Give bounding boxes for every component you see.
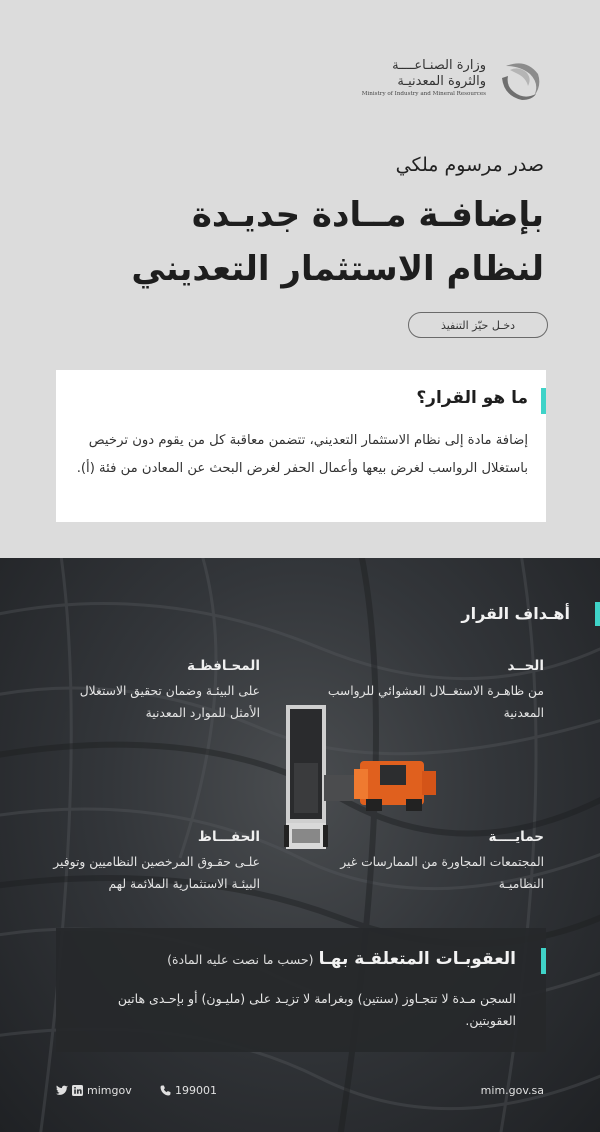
goals-title: أهـداف القرار	[461, 604, 570, 623]
what-accent-bar	[541, 388, 546, 414]
penalty-header	[76, 949, 516, 969]
penalty-note: (حسب ما نصت عليه المادة)	[167, 952, 314, 967]
phone-number[interactable]: 199001	[175, 1084, 217, 1097]
penalty-body: السجن مـدة لا تتجـاوز (سنتين) وبغرامة لا تزيـد على (مليـون) أو بإحـدى هاتين العقوبتين.	[117, 991, 516, 1028]
phone-contact	[160, 1084, 217, 1097]
what-card	[56, 370, 546, 522]
ministry-logo-icon	[496, 56, 544, 104]
goal-body: علـى حقـوق المرخصين النظاميين وتوفير البيئـة الاستثمارية الملائمة لهم	[53, 855, 260, 891]
goal-body: من ظاهـرة الاستغــلال العشوائي للرواسب المعدنية	[327, 684, 544, 720]
what-body: إضافة مادة إلى نظام الاستثمار التعديني، تتضمن معاقبة كل من يقوم دون ترخيص باستغلال الرواسب لغرض بيعها وأعمال الحفر لغرض البحث عن المعادن من فئة (أ).	[76, 433, 528, 476]
footer	[0, 1082, 600, 1102]
goal-title: المحـافظـة	[187, 658, 260, 674]
decree-label: صدر مرسوم ملكي	[395, 154, 544, 176]
ministry-name-en: Ministry of Industry and Mineral Resources	[361, 91, 486, 97]
goal-title: الحــد	[507, 658, 544, 674]
effect-badge: دخـل حيّز التنفيذ	[408, 312, 548, 338]
ministry-logo	[354, 54, 544, 106]
ministry-name-line2: والثروة المعدنيـة	[397, 74, 486, 89]
what-title: ما هو القرار؟	[416, 388, 528, 408]
mining-truck-illustration	[284, 703, 440, 853]
goal-title: الحفـــاظ	[197, 829, 260, 845]
social-links	[56, 1084, 132, 1097]
penalty-accent-bar	[541, 948, 546, 974]
ministry-name-line1: وزارة الصنـاعــــة	[392, 58, 486, 73]
goal-body: المجتمعات المجاورة من الممارسات غير النظاميـة	[340, 855, 544, 891]
penalty-card	[56, 928, 546, 1052]
social-handle[interactable]: mimgov	[87, 1084, 132, 1097]
ministry-name	[311, 58, 486, 97]
goal-title: حمايــــة	[488, 829, 544, 845]
title-line2: لنظام الاستثمار التعديني	[131, 249, 544, 289]
website-link[interactable]: mim.gov.sa	[480, 1084, 544, 1097]
twitter-icon[interactable]	[56, 1085, 68, 1096]
goal-item-preserve	[50, 658, 260, 724]
linkedin-icon[interactable]	[72, 1085, 83, 1096]
goal-item-safeguard	[40, 829, 260, 895]
phone-icon	[160, 1085, 171, 1096]
goals-accent-bar	[595, 602, 600, 626]
goal-body: على البيئـة وضمان تحقيق الاستغلال الأمثل للموارد المعدنية	[79, 684, 260, 720]
title-line1: بإضافـة مــادة جديـدة	[191, 195, 544, 235]
page-title	[44, 188, 544, 296]
penalty-title: العقوبـات المتعلقـة بهـا	[318, 949, 516, 969]
